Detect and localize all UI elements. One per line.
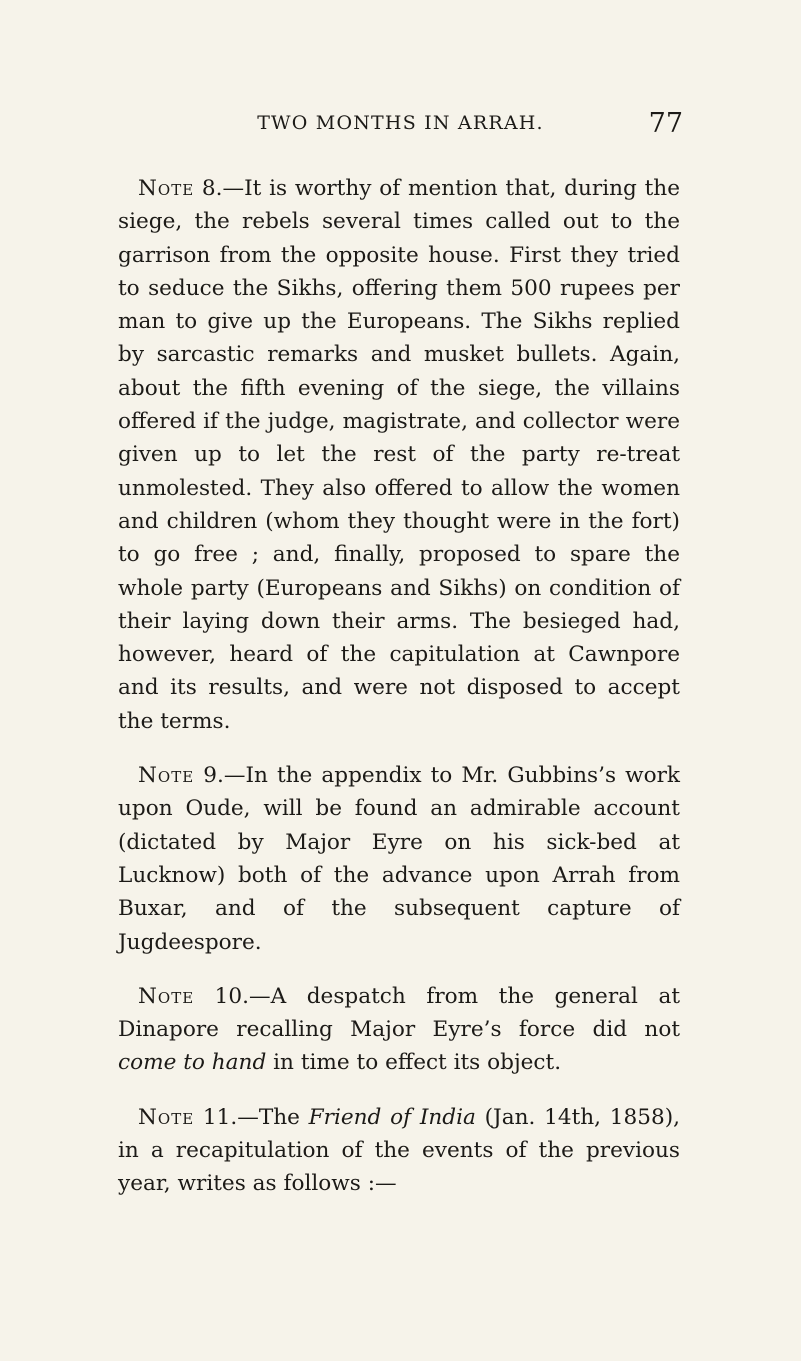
note-text: 10.—A despatch from the general at Dinapore recalling Major Eyre’s force did not bbox=[118, 983, 680, 1043]
note-label: Note bbox=[138, 1104, 195, 1130]
running-head bbox=[118, 108, 683, 138]
note-italic-phrase: come to hand bbox=[118, 1050, 267, 1076]
note-label: Note bbox=[138, 176, 195, 201]
note-text: 9.—In the appendix to Mr. Gubbins’s work upon Oude, will be found an admirable account (dictated by Major Eyre on his sick-bed at Lucknow) both of the advance upon Arrah from Buxar, and of the subsequent capture of Jugdeespore. bbox=[118, 763, 680, 955]
note-text: 8.—It is worthy of mention that, during the siege, the rebels several times called out to the garrison from the opposite house. First they tried to seduce the Sikhs, offering them 500 rupees per man to give up the Europeans. The Sikhs replied by sarcastic remarks and musket bullets. Again, about the fifth evening of the siege, the villains offered if the judge, magistrate, and collector were given up to let the rest of the party re-treat unmolested. They also offered to allow the women and children (whom they thought were in the fort) to go free ; and, finally, proposed to spare the whole party (Europeans and Sikhs) on condition of their laying down their arms. The besieged had, however, heard of the capitulation at Cawnpore and its results, and were not disposed to accept the terms. bbox=[118, 176, 680, 734]
note-text: 11.—The bbox=[194, 1104, 309, 1130]
note-label: Note bbox=[138, 983, 195, 1009]
note-8 bbox=[118, 172, 680, 738]
note-text-continued: in time to effect its object. bbox=[266, 1050, 562, 1076]
note-text-continued: (Jan. 14th, 1858), in a recapitulation of the events of the previous year, writes as follows :— bbox=[118, 1104, 680, 1197]
note-10 bbox=[118, 980, 680, 1080]
body-text bbox=[118, 172, 680, 1222]
running-title: TWO MONTHS IN ARRAH. bbox=[257, 112, 544, 134]
note-11 bbox=[118, 1101, 680, 1201]
page-number: 77 bbox=[648, 108, 683, 139]
note-italic-title: Friend of India bbox=[308, 1104, 476, 1130]
note-9 bbox=[118, 759, 680, 959]
note-label: Note bbox=[138, 763, 195, 789]
